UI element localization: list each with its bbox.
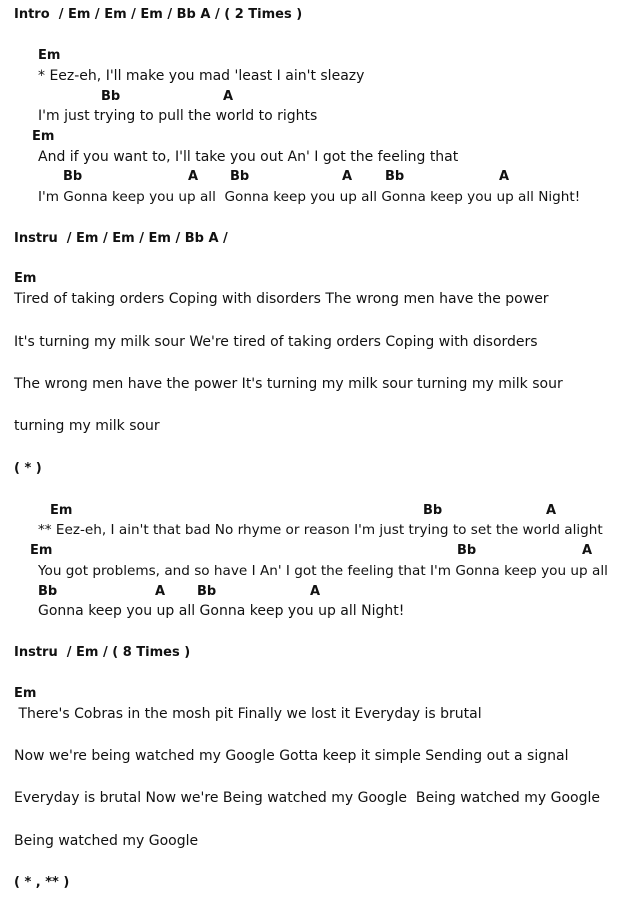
lyric-line: The wrong men have the power It's turning my milk sour turning my milk sour bbox=[14, 376, 563, 392]
instrumental-line: Instru / Em / Em / Em / Bb A / bbox=[14, 231, 228, 246]
lyric-line: Now we're being watched my Google Gotta keep it simple Sending out a signal bbox=[14, 748, 569, 764]
instrumental-line: Instru / Em / ( 8 Times ) bbox=[14, 645, 191, 660]
chord-a: A bbox=[582, 543, 593, 558]
lyric-line: Gonna keep you up all Gonna keep you up all Night! bbox=[38, 603, 405, 619]
chord-a: A bbox=[499, 169, 510, 184]
lyric-line: Being watched my Google bbox=[14, 833, 199, 849]
lyric-line: ** Eez-eh, I ain't that bad No rhyme or reason I'm just trying to set the world alight bbox=[38, 522, 603, 538]
chord-em: Em bbox=[30, 543, 53, 558]
chord-bb: Bb bbox=[385, 169, 405, 184]
chord-em: Em bbox=[32, 129, 55, 144]
lyric-line: Everyday is brutal Now we're Being watched my Google Being watched my Google bbox=[14, 790, 601, 806]
lyric-line: And if you want to, I'll take you out An' I got the feeling that bbox=[38, 149, 459, 165]
lyric-line: I'm Gonna keep you up all Gonna keep you up all Gonna keep you up all Night! bbox=[38, 189, 581, 205]
chord-bb: Bb bbox=[63, 169, 83, 184]
lyric-line: There's Cobras in the mosh pit Finally we lost it Everyday is brutal bbox=[14, 706, 482, 722]
chord-a: A bbox=[223, 89, 234, 104]
lyric-line: turning my milk sour bbox=[14, 418, 160, 434]
lyric-line: Tired of taking orders Coping with disorders The wrong men have the power bbox=[14, 291, 549, 307]
chord-a: A bbox=[546, 503, 557, 518]
chord-a: A bbox=[188, 169, 199, 184]
chord-em: Em bbox=[14, 271, 37, 286]
chord-em: Em bbox=[14, 686, 37, 701]
chord-bb: Bb bbox=[38, 584, 58, 599]
chord-em: Em bbox=[38, 48, 61, 63]
lyric-line: * Eez-eh, I'll make you mad 'least I ain't sleazy bbox=[38, 68, 365, 84]
chord-bb: Bb bbox=[230, 169, 250, 184]
chord-bb: Bb bbox=[197, 584, 217, 599]
chord-a: A bbox=[155, 584, 166, 599]
chord-a: A bbox=[342, 169, 353, 184]
chord-bb: Bb bbox=[101, 89, 121, 104]
chord-bb: Bb bbox=[457, 543, 477, 558]
chord-em: Em bbox=[50, 503, 73, 518]
lyric-line: You got problems, and so have I An' I got the feeling that I'm Gonna keep you up all bbox=[38, 563, 608, 579]
lyric-line: It's turning my milk sour We're tired of taking orders Coping with disorders bbox=[14, 334, 538, 350]
chord-bb: Bb bbox=[423, 503, 443, 518]
repeat-marker: ( * , ** ) bbox=[14, 875, 70, 890]
lyric-line: I'm just trying to pull the world to rights bbox=[38, 108, 318, 124]
chord-a: A bbox=[310, 584, 321, 599]
intro-line: Intro / Em / Em / Em / Bb A / ( 2 Times ) bbox=[14, 7, 303, 22]
repeat-marker: ( * ) bbox=[14, 461, 42, 476]
